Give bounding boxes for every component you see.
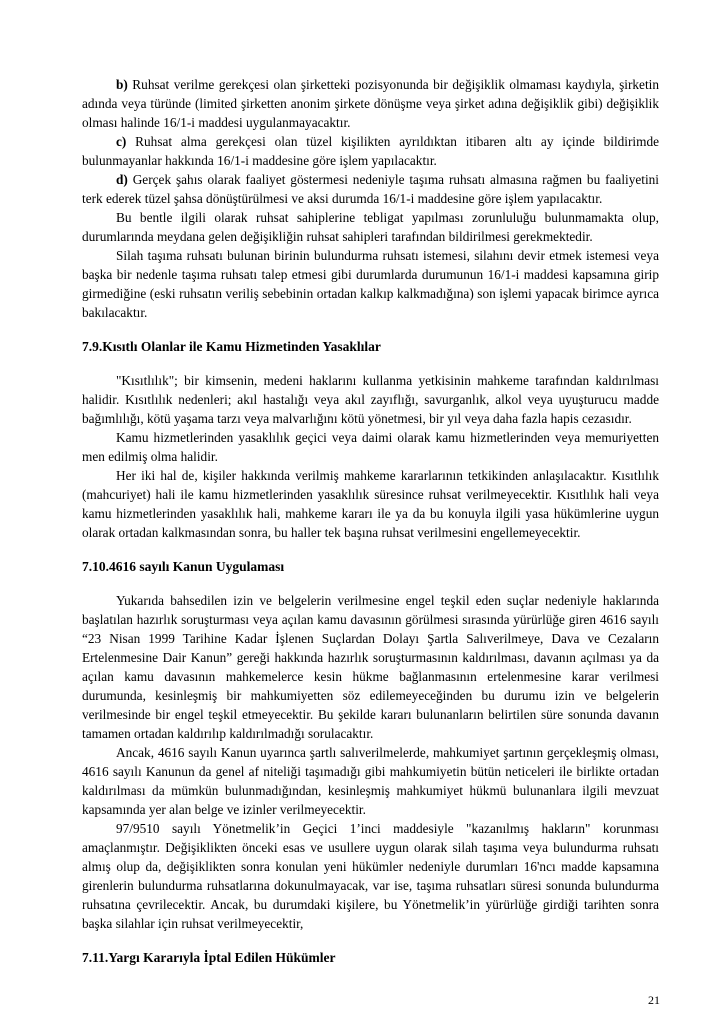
item-label-b: b) <box>116 77 128 92</box>
paragraph: Yukarıda bahsedilen izin ve belgelerin verilmesine engel teşkil eden suçlar nedeniyle haklarında başlatılan hazırlık soruşturması veya açılan kamu davasının görülmesi sırasında yürürlüğe giren 4616 sayılı “23 Nisan 1999 Tarihine Kadar İşlenen Suçlardan Dolayı Şartla Salıverilmeye, Dava ve Cezaların Ertelenmesine Dair Kanun” gereği hakkında hazırlık soruşturmasının kaldırılması, davanın açılması ya da açılan kamu davasının mahkemelerce kesin hükme bağlanmasının ertelenmesine karar verilmesi durumunda, kesinleşmiş bir mahkumiyetten söz edilemeyeceğinden bu durumu izin ve belgelerin verilmesinde bir engel teşkil etmeyecektir. Bu şekilde kararı bulunanların belirtilen süre sonunda davanın tamamen ortadan kaldırılıp kaldırılmadığı sorulacaktır. <box>82 593 659 741</box>
paragraph: Ancak, 4616 sayılı Kanun uyarınca şartlı salıverilmelerde, mahkumiyet şartının gerçekleşmiş olması, 4616 sayılı Kanunun da genel af niteliği taşımadığı gibi mahkumiyetin bütün neticeleri ile birlikte ortadan kaldırılması da mümkün bulunmadığından, kesinleşmiş mahkumiyet hükmü bulunanlara ilgili mevzuat kapsamında yer alan belge ve izinler verilmeyecektir. <box>82 745 659 817</box>
page-number: 21 <box>648 993 660 1007</box>
paragraph: "Kısıtlılık"; bir kimsenin, medeni haklarını kullanma yetkisinin mahkeme tarafından kaldırılması halidir. Kısıtlılık nedenleri; akıl hastalığı veya akıl zayıflığı, savurganlık, alkol veya uyuşturucu madde bağımlılığı, kötü yaşama tarzı veya malvarlığını kötü yönetmesi, bir yıl veya daha fazla hapis cezasıdır. <box>82 373 659 426</box>
paragraph: Her iki hal de, kişiler hakkında verilmiş mahkeme kararlarının tetkikinden anlaşılacaktır. Kısıtlılık (mahcuriyet) hali ile kamu hizmetlerinden yasaklılık süresince ruhsat verilmeyecektir. Kısıtlılık hali veya kamu hizmetlerinden yasaklılık hali, mahkeme kararı ile ya da bu konuyla ilgili yasa hükümlerine uygun olarak ortadan kalkmasından sonra, bu haller tek başına ruhsat verilmesini engellemeyecektir. <box>82 468 659 540</box>
section-heading-7-11: 7.11.Yargı Kararıyla İptal Edilen Hükümler <box>82 950 336 965</box>
section-heading-7-9: 7.9.Kısıtlı Olanlar ile Kamu Hizmetinden Yasaklılar <box>82 339 381 354</box>
paragraph: Bu bentle ilgili olarak ruhsat sahiplerine tebligat yapılması zorunluluğu bulunmamakta olup, durumlarında meydana gelen değişikliğin ruhsat sahipleri tarafından bildirilmesi gerekmektedir. <box>82 210 659 244</box>
paragraph-text: Ruhsat alma gerekçesi olan tüzel kişilikten ayrıldıktan itibaren altı ay içinde bildirimde bulunmayanlar hakkında 16/1-i maddesine göre işlem yapılacaktır. <box>82 134 659 168</box>
paragraph-c <box>82 132 659 170</box>
page-body <box>82 75 659 967</box>
item-label-c: c) <box>116 134 127 149</box>
paragraph-text: Ruhsat verilme gerekçesi olan şirketteki pozisyonunda bir değişiklik olmaması kaydıyla, şirketin adında veya türünde (limited şirketten anonim şirkete dönüşme veya şirket adına değişiklik gibi) değişiklik olması halinde 16/1-i maddesi uygulanmayacaktır. <box>82 77 659 130</box>
paragraph: Kamu hizmetlerinden yasaklılık geçici veya daimi olarak kamu hizmetlerinden veya memuriyetten men edilmiş olma halidir. <box>82 430 659 464</box>
paragraph: 97/9510 sayılı Yönetmelik’in Geçici 1’inci maddesiyle "kazanılmış hakların" korunması amaçlanmıştır. Değişiklikten önceki esas ve usullere uygun olarak silah taşıma veya bulundurma ruhsatı almış olup da, değişiklikten sonra konulan yeni hükümler nedeniyle durumları 16'ncı madde kapsamına girenlerin bulundurma ruhsatlarına dokunulmayacak, var ise, taşıma ruhsatları süresi sonunda bulundurma ruhsatına çevrilecektir. Ancak, bu durumdaki kişilere, bu Yönetmelik’in yürürlüğe girdiği tarihten sonra başka silahlar için ruhsat verilmeyecektir, <box>82 821 659 931</box>
paragraph-d <box>82 170 659 208</box>
section-heading-7-10: 7.10.4616 sayılı Kanun Uygulaması <box>82 559 285 574</box>
item-label-d: d) <box>116 172 128 187</box>
paragraph-b <box>82 75 659 132</box>
paragraph: Silah taşıma ruhsatı bulunan birinin bulundurma ruhsatı istemesi, silahını devir etmek istemesi veya başka bir nedenle taşıma ruhsatı talep etmesi gibi durumlarda durumunun 16/1-i maddesi kapsamına girip girmediğine (eski ruhsatın veriliş sebebinin ortadan kalkıp kalkmadığına) son işlemi yapacak birimce ayrıca bakılacaktır. <box>82 248 659 320</box>
paragraph-text: Gerçek şahıs olarak faaliyet göstermesi nedeniyle taşıma ruhsatı almasına rağmen bu faaliyetini terk ederek tüzel şahsa dönüştürülmesi ve aksi durumda 16/1-i maddesine göre işlem yapılacaktır. <box>82 172 659 206</box>
